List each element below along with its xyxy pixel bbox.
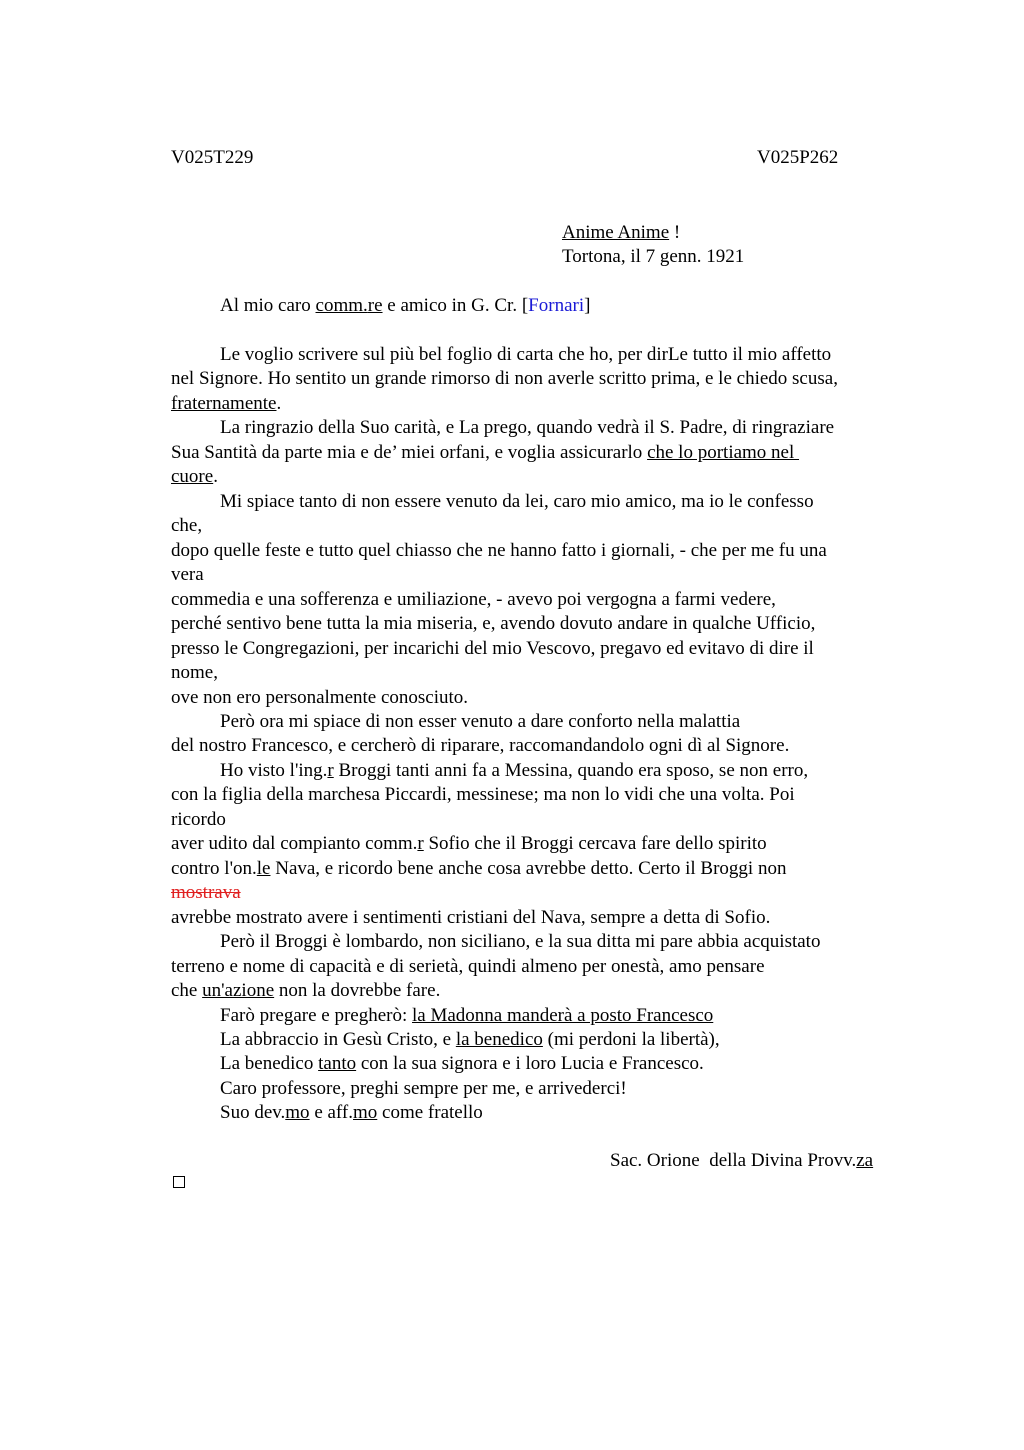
body-line: avrebbe mostrato avere i sentimenti cristiani del Nava, sempre a detta di Sofio. (171, 907, 771, 928)
place-date: Tortona, il 7 genn. 1921 (562, 246, 745, 267)
signature: Sac. Orione della Divina Provv.za (610, 1150, 874, 1171)
body-line: Farò pregare e pregherò: la Madonna manderà a posto Francesco (220, 1005, 714, 1026)
body-line: che un'azione non la dovrebbe fare. (171, 980, 441, 1001)
body-line: Ho visto l'ing.r Broggi tanti anni fa a Messina, quando era sposo, se non erro, (220, 760, 809, 781)
body-line: del nostro Francesco, e cercherò di riparare, raccomandandolo ogni dì al Signore. (171, 735, 790, 756)
checkbox-square-icon (173, 1176, 185, 1188)
body-line: dopo quelle feste e tutto quel chiasso che ne hanno fatto i giornali, - che per me fu una (171, 540, 827, 561)
body-line: che, (171, 515, 203, 536)
body-line: Caro professore, preghi sempre per me, e arrivederci! (220, 1078, 627, 1099)
motto-underlined: Anime Anime (562, 222, 670, 243)
body-line: nome, (171, 662, 218, 683)
body-line: cuore. (171, 466, 218, 487)
body-line: commedia e una sofferenza e umiliazione, - avevo poi vergogna a farmi vedere, (171, 589, 776, 610)
motto-exclamation: ! (669, 222, 681, 243)
body-line: nel Signore. Ho sentito un grande rimorso di non averle scritto prima, e le chiedo scusa, (171, 368, 838, 389)
body-line: ove non ero personalmente conosciuto. (171, 687, 469, 708)
motto (562, 221, 680, 245)
body-line: Però ora mi spiace di non esser venuto a dare conforto nella malattia (220, 711, 741, 732)
body-line: vera (171, 564, 204, 585)
body-line: contro l'on.le Nava, e ricordo bene anche cosa avrebbe detto. Certo il Broggi non (171, 858, 787, 879)
body-line: La benedico tanto con la sua signora e i loro Lucia e Francesco. (220, 1053, 704, 1074)
body-line: Sua Santità da parte mia e de’ miei orfani, e voglia assicurarlo che lo portiamo nel (171, 442, 800, 463)
body-line: Mi spiace tanto di non essere venuto da lei, caro mio amico, ma io le confesso (220, 491, 814, 512)
salutation: Al mio caro comm.re e amico in G. Cr. [Fornari] (220, 295, 591, 316)
body-line: presso le Congregazioni, per incarichi del mio Vescovo, pregavo ed evitavo di dire il (171, 638, 814, 659)
document-code-left: V025T229 (171, 147, 254, 168)
body-line: perché sentivo bene tutta la mia miseria, e, avendo dovuto andare in qualche Ufficio, (171, 613, 816, 634)
body-line: Le voglio scrivere sul più bel foglio di carta che ho, per dirLe tutto il mio affetto (220, 344, 832, 365)
body-line: La abbraccio in Gesù Cristo, e la benedico (mi perdoni la libertà), (220, 1029, 720, 1050)
body-line: fraternamente. (171, 393, 282, 414)
editor-note-recipient: Fornari (528, 295, 585, 316)
body-line: ricordo (171, 809, 226, 830)
body-line: con la figlia della marchesa Piccardi, messinese; ma non lo vidi che una volta. Poi (171, 784, 795, 805)
body-line: La ringrazio della Suo carità, e La prego, quando vedrà il S. Padre, di ringraziare (220, 417, 835, 438)
body-line: aver udito dal compianto comm.r Sofio che il Broggi cercava fare dello spirito (171, 833, 767, 854)
document-code-right: V025P262 (757, 147, 839, 168)
closing-line: Suo dev.mo e aff.mo come fratello (220, 1102, 483, 1123)
deleted-word: mostrava (171, 882, 241, 903)
body-line: Però il Broggi è lombardo, non siciliano, e la sua ditta mi pare abbia acquistato (220, 931, 821, 952)
body-line: terreno e nome di capacità e di serietà, quindi almeno per onestà, amo pensare (171, 956, 765, 977)
